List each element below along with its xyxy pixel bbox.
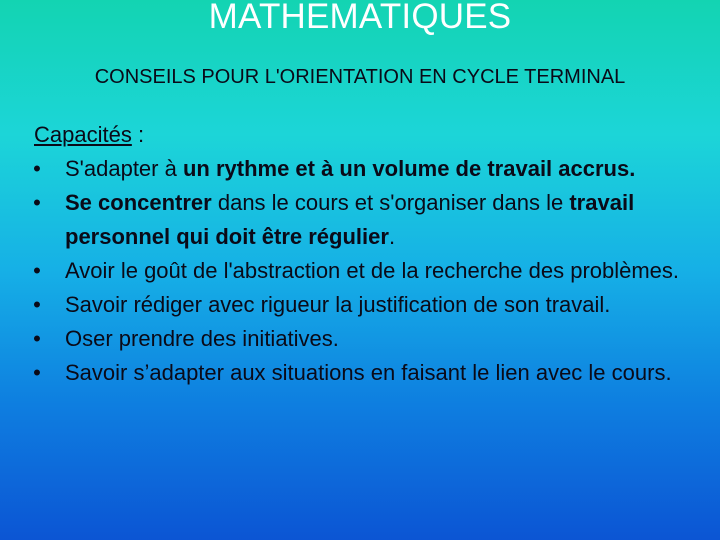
bullet-icon: • xyxy=(33,292,41,317)
list-item-text: dans le cours et s'organiser dans le xyxy=(211,190,570,215)
list-item xyxy=(28,186,703,254)
list-item xyxy=(28,322,703,356)
list-item xyxy=(28,356,703,390)
list-item-bold-text: Se concentrer xyxy=(65,190,212,215)
list-item-text: S'adapter à xyxy=(65,156,183,181)
page-subtitle: CONSEILS POUR L'ORIENTATION EN CYCLE TERMINAL xyxy=(94,66,626,88)
list-item-text: Oser prendre des initiatives. xyxy=(65,326,339,351)
list-item xyxy=(28,152,703,186)
list-item-text: Avoir le goût de l'abstraction et de la recherche des problèmes. xyxy=(65,258,680,283)
section-heading-suffix: : xyxy=(131,122,145,147)
content-area xyxy=(28,118,703,390)
list-item-bold-text: un rythme et à un volume de travail accrus. xyxy=(182,156,636,181)
bullet-icon: • xyxy=(33,156,41,181)
list-item-text: . xyxy=(388,224,396,249)
page-title: MATHEMATIQUES xyxy=(208,0,512,36)
list-item-text: Savoir rédiger avec rigueur la justification de son travail. xyxy=(65,292,611,317)
bullet-icon: • xyxy=(33,326,41,351)
list-item xyxy=(28,288,703,322)
capacities-list xyxy=(28,152,703,390)
section-heading-word: Capacités xyxy=(34,122,132,147)
bullet-icon: • xyxy=(33,190,41,215)
section-heading xyxy=(28,118,703,152)
list-item-text: Savoir s’adapter aux situations en faisant le lien avec le cours. xyxy=(65,360,672,385)
bullet-icon: • xyxy=(33,360,41,385)
list-item xyxy=(28,254,703,288)
bullet-icon: • xyxy=(33,258,41,283)
list-item-bold-text: travail personnel qui doit être régulier xyxy=(65,190,635,249)
